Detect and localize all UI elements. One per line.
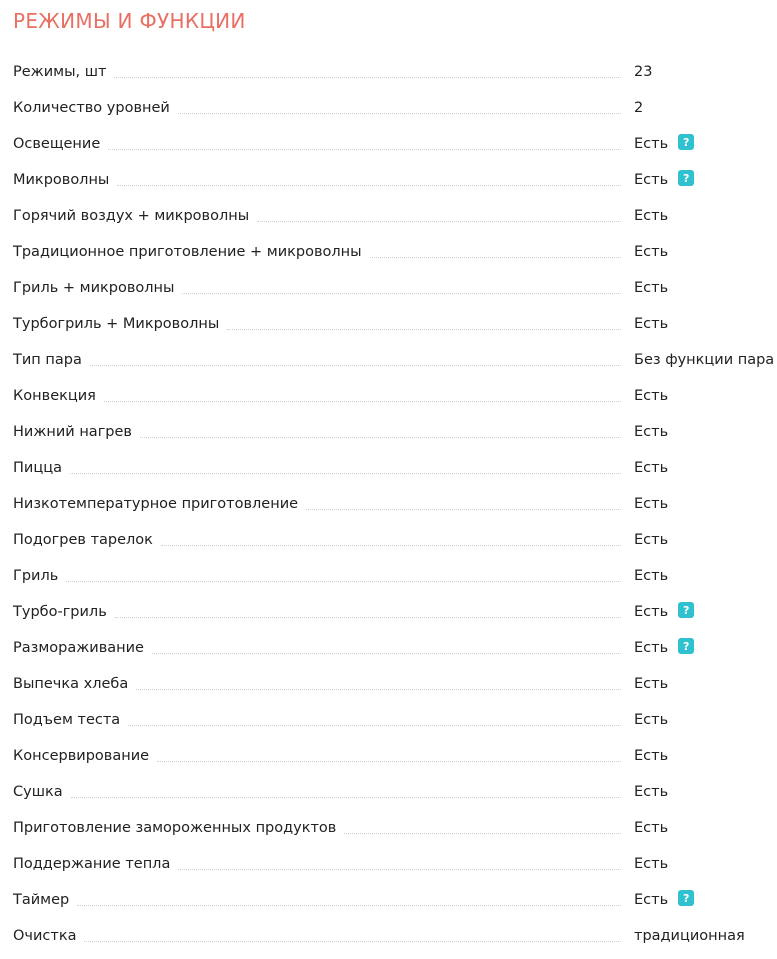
spec-row <box>0 630 777 666</box>
spec-label-wrap <box>13 846 621 882</box>
spec-value-wrap <box>634 270 668 306</box>
spec-label-wrap <box>13 486 621 522</box>
spec-value: Есть <box>634 244 669 260</box>
spec-label: Освещение <box>13 136 108 152</box>
spec-label: Конвекция <box>13 388 104 404</box>
spec-row <box>0 738 777 774</box>
spec-value: Есть <box>634 568 669 584</box>
spec-value-wrap <box>634 450 668 486</box>
spec-row <box>0 486 777 522</box>
spec-value-wrap <box>634 90 643 126</box>
spec-label: Подогрев тарелок <box>13 532 161 548</box>
spec-label-wrap <box>13 522 621 558</box>
spec-row <box>0 666 777 702</box>
spec-row <box>0 198 777 234</box>
spec-label: Микроволны <box>13 172 117 188</box>
dotted-leader <box>70 473 621 474</box>
spec-label: Низкотемпературное приготовление <box>13 496 306 512</box>
spec-row <box>0 414 777 450</box>
spec-label-wrap <box>13 558 621 594</box>
spec-label-wrap <box>13 774 621 810</box>
spec-value: Есть <box>634 172 669 188</box>
spec-row <box>0 774 777 810</box>
spec-value-wrap <box>634 774 668 810</box>
spec-value-wrap <box>634 846 668 882</box>
spec-value: Есть <box>634 820 669 836</box>
spec-label-wrap <box>13 126 621 162</box>
spec-value-wrap <box>634 918 745 954</box>
spec-value: 23 <box>634 64 653 80</box>
dotted-leader <box>152 653 621 654</box>
dotted-leader <box>140 437 621 438</box>
spec-label: Нижний нагрев <box>13 424 140 440</box>
spec-label-wrap <box>13 702 621 738</box>
spec-row <box>0 90 777 126</box>
spec-value-wrap <box>634 666 668 702</box>
spec-label: Выпечка хлеба <box>13 676 136 692</box>
dotted-leader <box>227 329 621 330</box>
spec-value: Есть <box>634 532 669 548</box>
spec-value-wrap <box>634 486 668 522</box>
help-question-icon[interactable]: ? <box>678 602 694 618</box>
dotted-leader <box>178 113 621 114</box>
spec-label-wrap <box>13 306 621 342</box>
dotted-leader <box>370 257 621 258</box>
spec-value-wrap <box>634 810 668 846</box>
spec-row <box>0 882 777 918</box>
section-title: РЕЖИМЫ И ФУНКЦИИ <box>13 9 246 33</box>
spec-row <box>0 306 777 342</box>
spec-row <box>0 918 777 954</box>
spec-label-wrap <box>13 666 621 702</box>
spec-value: Есть <box>634 784 669 800</box>
spec-row <box>0 450 777 486</box>
spec-label: Приготовление замороженных продуктов <box>13 820 344 836</box>
dotted-leader <box>157 761 621 762</box>
spec-row <box>0 810 777 846</box>
help-question-icon[interactable]: ? <box>678 134 694 150</box>
spec-value-wrap <box>634 342 774 378</box>
spec-value-wrap <box>634 738 668 774</box>
dotted-leader <box>84 941 621 942</box>
spec-value: Есть <box>634 388 669 404</box>
spec-value-wrap <box>634 162 694 198</box>
spec-value: традиционная <box>634 928 745 944</box>
spec-label: Турбо-гриль <box>13 604 115 620</box>
spec-label: Гриль + микроволны <box>13 280 182 296</box>
spec-label: Консервирование <box>13 748 157 764</box>
spec-value: Есть <box>634 424 669 440</box>
spec-label-wrap <box>13 342 621 378</box>
dotted-leader <box>257 221 621 222</box>
spec-value-wrap <box>634 234 668 270</box>
help-question-icon[interactable]: ? <box>678 638 694 654</box>
spec-label: Сушка <box>13 784 71 800</box>
spec-value: Есть <box>634 136 669 152</box>
spec-label-wrap <box>13 594 621 630</box>
spec-value-wrap <box>634 414 668 450</box>
spec-label-wrap <box>13 630 621 666</box>
spec-value: Есть <box>634 712 669 728</box>
spec-label-wrap <box>13 882 621 918</box>
spec-label: Традиционное приготовление + микроволны <box>13 244 370 260</box>
spec-label-wrap <box>13 198 621 234</box>
dotted-leader <box>90 365 621 366</box>
spec-row <box>0 558 777 594</box>
dotted-leader <box>344 833 621 834</box>
dotted-leader <box>117 185 621 186</box>
dotted-leader <box>182 293 621 294</box>
spec-value: Есть <box>634 640 669 656</box>
help-question-icon[interactable]: ? <box>678 890 694 906</box>
spec-value-wrap <box>634 126 694 162</box>
spec-row <box>0 126 777 162</box>
spec-value: Есть <box>634 460 669 476</box>
spec-label: Турбогриль + Микроволны <box>13 316 227 332</box>
spec-list <box>0 54 777 954</box>
spec-row <box>0 702 777 738</box>
spec-row <box>0 342 777 378</box>
spec-label: Очистка <box>13 928 84 944</box>
dotted-leader <box>115 617 621 618</box>
spec-row <box>0 594 777 630</box>
spec-row <box>0 54 777 90</box>
dotted-leader <box>306 509 621 510</box>
dotted-leader <box>71 797 621 798</box>
spec-label-wrap <box>13 234 621 270</box>
spec-label: Таймер <box>13 892 77 908</box>
spec-label: Гриль <box>13 568 66 584</box>
spec-value-wrap <box>634 882 694 918</box>
spec-label-wrap <box>13 810 621 846</box>
spec-label: Подъем теста <box>13 712 128 728</box>
spec-row <box>0 234 777 270</box>
spec-row <box>0 270 777 306</box>
spec-value-wrap <box>634 630 694 666</box>
spec-label-wrap <box>13 378 621 414</box>
spec-value-wrap <box>634 702 668 738</box>
spec-label-wrap <box>13 270 621 306</box>
spec-label-wrap <box>13 918 621 954</box>
dotted-leader <box>104 401 621 402</box>
spec-row <box>0 162 777 198</box>
spec-value: Есть <box>634 316 669 332</box>
dotted-leader <box>114 77 621 78</box>
spec-label-wrap <box>13 54 621 90</box>
spec-label-wrap <box>13 414 621 450</box>
spec-label: Поддержание тепла <box>13 856 178 872</box>
help-question-icon[interactable]: ? <box>678 170 694 186</box>
spec-value-wrap <box>634 306 668 342</box>
dotted-leader <box>77 905 621 906</box>
dotted-leader <box>108 149 621 150</box>
spec-value: Есть <box>634 892 669 908</box>
spec-row <box>0 522 777 558</box>
dotted-leader <box>178 869 621 870</box>
spec-value-wrap <box>634 198 668 234</box>
spec-label: Количество уровней <box>13 100 178 116</box>
spec-value: Есть <box>634 208 669 224</box>
spec-value: Есть <box>634 604 669 620</box>
spec-value-wrap <box>634 558 668 594</box>
spec-value: Есть <box>634 280 669 296</box>
dotted-leader <box>66 581 621 582</box>
spec-value-wrap <box>634 594 694 630</box>
spec-label: Горячий воздух + микроволны <box>13 208 257 224</box>
spec-label: Режимы, шт <box>13 64 114 80</box>
spec-label-wrap <box>13 738 621 774</box>
dotted-leader <box>128 725 621 726</box>
spec-value-wrap <box>634 54 652 90</box>
spec-row <box>0 846 777 882</box>
spec-label-wrap <box>13 90 621 126</box>
spec-row <box>0 378 777 414</box>
spec-label-wrap <box>13 162 621 198</box>
spec-value: Без функции пара <box>634 352 775 368</box>
spec-value-wrap <box>634 522 668 558</box>
spec-value: Есть <box>634 748 669 764</box>
spec-value: 2 <box>634 100 644 116</box>
spec-value: Есть <box>634 856 669 872</box>
spec-label: Пицца <box>13 460 70 476</box>
spec-label-wrap <box>13 450 621 486</box>
dotted-leader <box>161 545 621 546</box>
spec-value: Есть <box>634 496 669 512</box>
dotted-leader <box>136 689 621 690</box>
spec-value-wrap <box>634 378 668 414</box>
spec-label: Тип пара <box>13 352 90 368</box>
spec-label: Размораживание <box>13 640 152 656</box>
spec-value: Есть <box>634 676 669 692</box>
